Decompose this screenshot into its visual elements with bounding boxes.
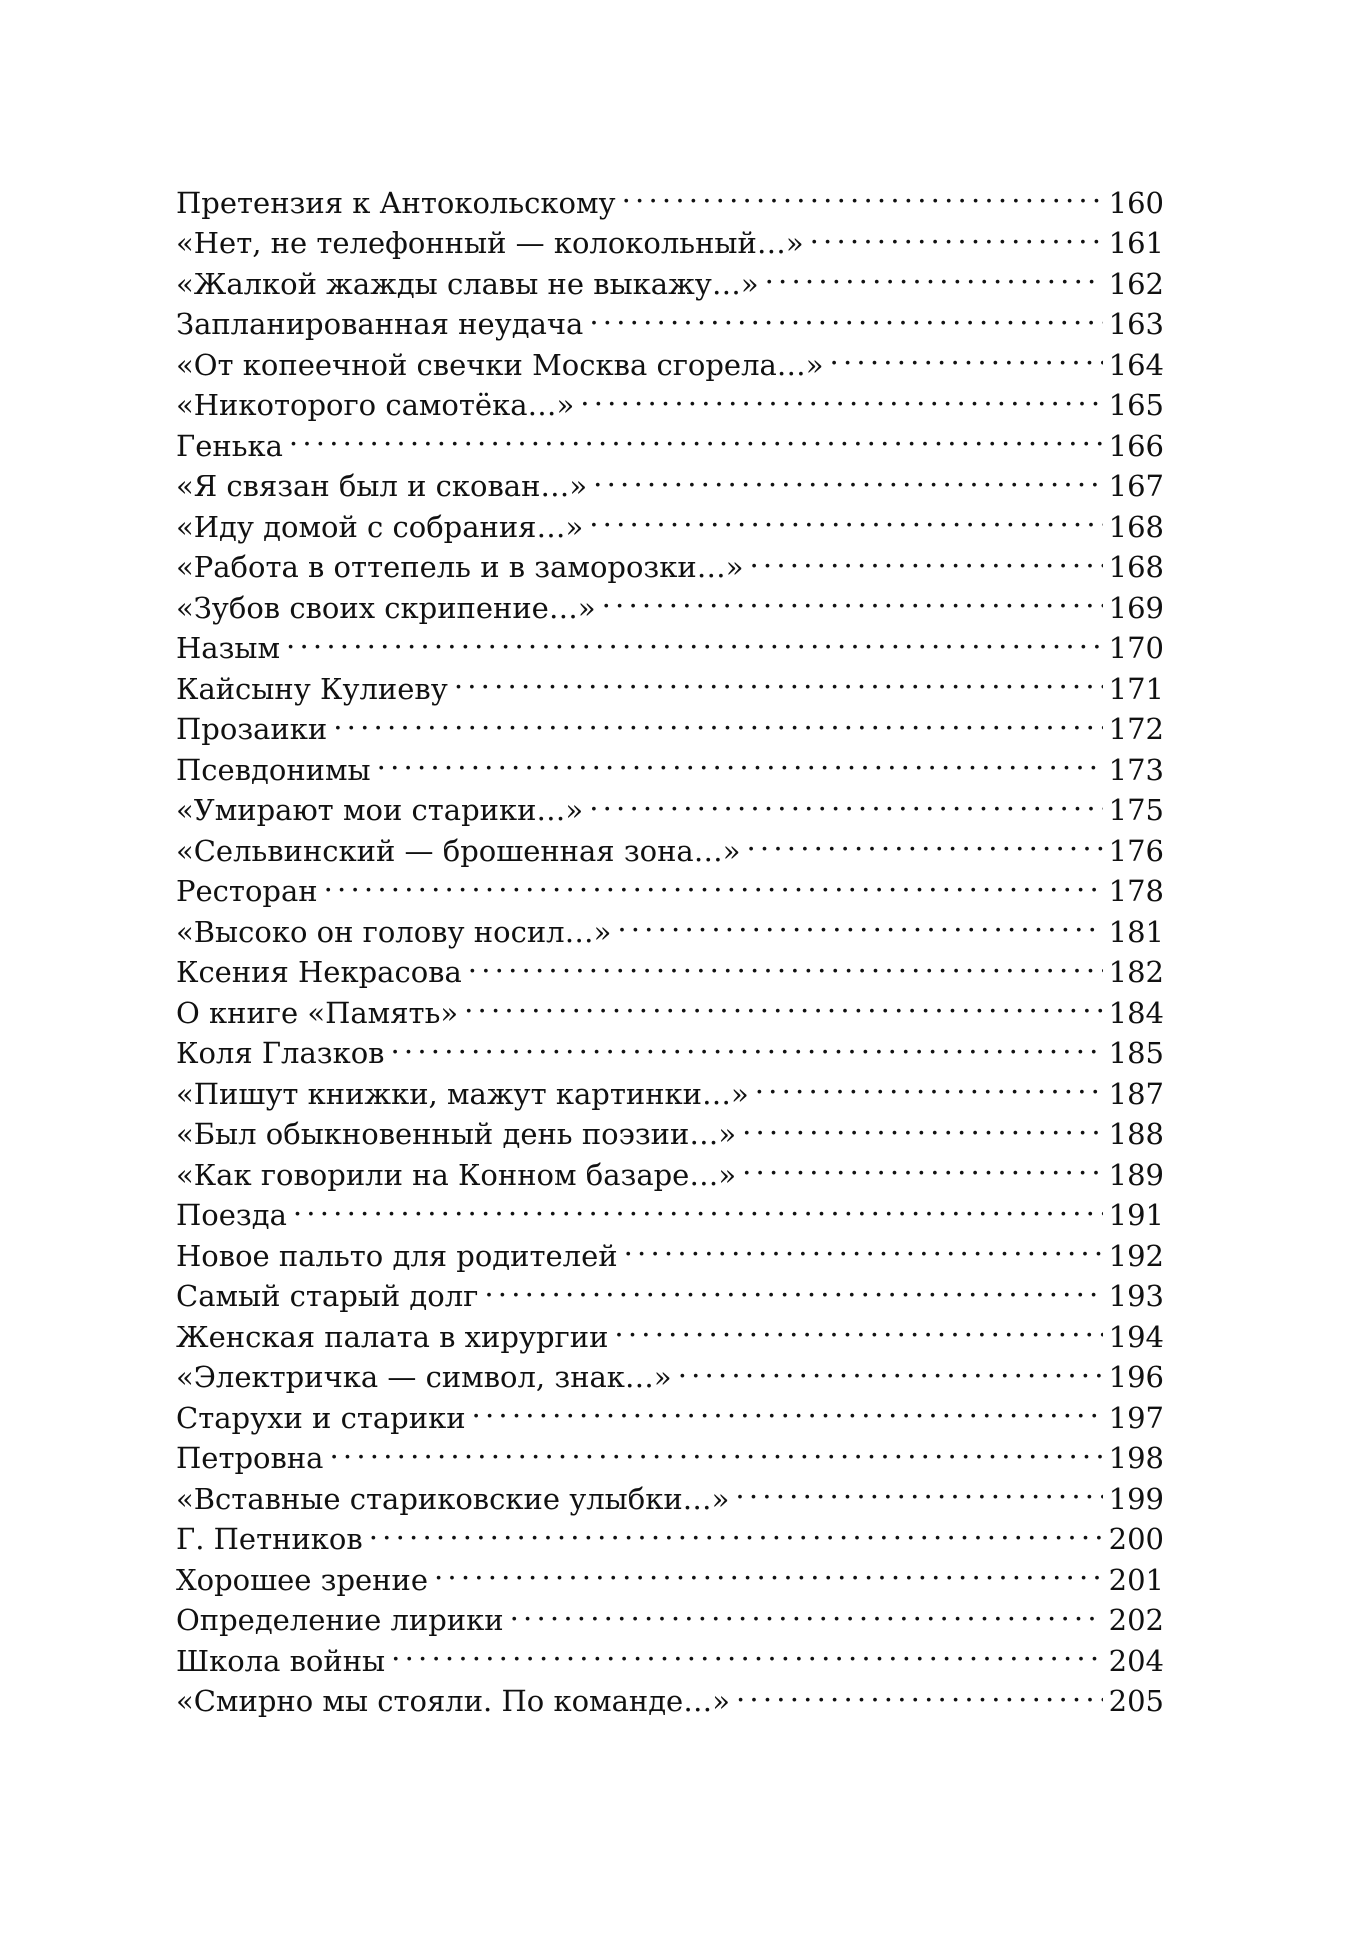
toc-entry-page-number: 202 [1108, 1603, 1164, 1637]
toc-entry-title: Петровна [176, 1441, 324, 1475]
dot-leader [746, 820, 1102, 861]
toc-entry-title: Г. Петников [176, 1522, 363, 1556]
dot-leader [593, 456, 1103, 497]
toc-entry-page-number: 162 [1108, 266, 1164, 301]
toc-entry [176, 658, 1164, 706]
toc-entry-page-number: 184 [1108, 995, 1164, 1030]
toc-entry-title: Ксения Некрасова [176, 955, 462, 989]
dot-leader [377, 739, 1103, 780]
toc-entry-title: О книге «Память» [176, 995, 459, 1030]
toc-entry-title: «Сельвинский — брошенная зона…» [176, 833, 741, 868]
toc-entry-title: Кайсыну Кулиеву [176, 671, 448, 706]
dot-leader [464, 982, 1103, 1023]
toc-entry-page-number: 185 [1108, 1036, 1164, 1070]
toc-entry-title: «Смирно мы стояли. По команде…» [176, 1684, 730, 1718]
toc-entry-page-number: 182 [1108, 955, 1164, 989]
toc-entry-title: Женская палата в хирургии [176, 1319, 609, 1354]
dot-leader [624, 1225, 1103, 1266]
toc-entry-title: Хорошее зрение [176, 1562, 428, 1597]
dot-leader [602, 577, 1103, 618]
toc-entry-page-number: 168 [1108, 550, 1164, 584]
dot-leader [742, 1104, 1103, 1145]
toc-entry-page-number: 171 [1108, 671, 1164, 706]
toc-entry-title: Коля Глазков [176, 1036, 385, 1070]
toc-entry-page-number: 170 [1108, 631, 1164, 665]
dot-leader [289, 415, 1103, 456]
toc-entry-page-number: 176 [1108, 833, 1164, 868]
toc-entry-title: «Вставные стариковские улыбки…» [176, 1481, 730, 1516]
toc-entry-page-number: 193 [1108, 1279, 1164, 1313]
toc-entry-page-number: 204 [1108, 1643, 1164, 1678]
toc-entry-title: «Был обыкновенный день поэзии…» [176, 1117, 737, 1151]
toc-entry [176, 1185, 1164, 1232]
toc-entry-title: Школа войны [176, 1643, 386, 1678]
toc-entry-page-number: 168 [1108, 509, 1164, 544]
dot-leader [580, 375, 1102, 416]
toc-entry-title: Определение лирики [176, 1603, 504, 1637]
toc-entry-title: «Высоко он голову носил…» [176, 914, 612, 949]
toc-entry-title: Запланированная неудача [176, 307, 584, 341]
dot-leader [391, 1630, 1103, 1671]
table-of-contents [176, 172, 1164, 1718]
toc-entry-title: Назым [176, 631, 281, 665]
dot-leader [735, 1468, 1102, 1509]
dot-leader [472, 1387, 1103, 1428]
toc-entry [176, 456, 1164, 503]
toc-entry-page-number: 191 [1108, 1198, 1164, 1232]
toc-entry-page-number: 189 [1108, 1157, 1164, 1192]
dot-leader [589, 496, 1102, 537]
toc-entry-title: Самый старый долг [176, 1279, 479, 1313]
toc-entry-title: Новое пальто для родителей [176, 1238, 618, 1273]
toc-entry-page-number: 200 [1108, 1522, 1164, 1556]
dot-leader [589, 780, 1102, 821]
dot-leader [484, 1266, 1102, 1307]
toc-entry-title: Поезда [176, 1198, 287, 1232]
toc-entry-page-number: 194 [1108, 1319, 1164, 1354]
toc-entry-page-number: 181 [1108, 914, 1164, 949]
toc-entry-page-number: 172 [1108, 712, 1164, 746]
dot-leader [510, 1590, 1103, 1631]
toc-entry-title: «Пишут книжки, мажут картинки…» [176, 1076, 749, 1111]
toc-entry-page-number: 175 [1108, 793, 1164, 827]
dot-leader [454, 658, 1103, 699]
dot-leader [390, 1023, 1102, 1064]
dot-leader [830, 334, 1103, 375]
toc-entry-title: «Электричка — символ, знак…» [176, 1360, 672, 1394]
dot-leader [742, 1144, 1103, 1185]
dot-leader [293, 1185, 1103, 1226]
dot-leader [810, 213, 1103, 254]
toc-entry-title: Ресторан [176, 874, 318, 908]
dot-leader [622, 172, 1103, 213]
toc-entry-page-number: 201 [1108, 1562, 1164, 1597]
toc-entry-page-number: 192 [1108, 1238, 1164, 1273]
toc-entry-title: «Работа в оттепель и в заморозки…» [176, 550, 744, 584]
toc-entry-page-number: 196 [1108, 1360, 1164, 1394]
toc-entry-page-number: 164 [1108, 347, 1164, 382]
toc-entry-title: Претензия к Антокольскому [176, 185, 616, 220]
dot-leader [333, 699, 1102, 740]
dot-leader [434, 1549, 1103, 1590]
toc-entry-title: «Нет, не телефонный — колокольный…» [176, 226, 804, 260]
toc-entry [176, 1225, 1164, 1273]
dot-leader [614, 1306, 1102, 1347]
toc-entry-title: «Умирают мои старики…» [176, 793, 584, 827]
toc-entry [176, 901, 1164, 949]
toc-entry-title: «Зубов своих скрипение…» [176, 590, 596, 625]
dot-leader [329, 1428, 1102, 1469]
toc-entry [176, 172, 1164, 220]
toc-entry-page-number: 178 [1108, 874, 1164, 908]
dot-leader [286, 618, 1103, 659]
toc-entry-page-number: 187 [1108, 1076, 1164, 1111]
toc-entry-page-number: 188 [1108, 1117, 1164, 1151]
toc-entry-title: «Никоторого самотёка…» [176, 388, 575, 422]
dot-leader [369, 1509, 1103, 1550]
toc-entry-page-number: 163 [1108, 307, 1164, 341]
toc-entry [176, 415, 1164, 463]
toc-entry-page-number: 161 [1108, 226, 1164, 260]
dot-leader [589, 294, 1102, 335]
toc-entry-title: «Жалкой жажды славы не выкажу…» [176, 266, 759, 301]
toc-entry-page-number: 165 [1108, 388, 1164, 422]
toc-entry-page-number: 198 [1108, 1441, 1164, 1475]
toc-entry-page-number: 169 [1108, 590, 1164, 625]
toc-entry-title: «Иду домой с собрания…» [176, 509, 584, 544]
dot-leader [468, 942, 1103, 983]
dot-leader [755, 1063, 1103, 1104]
toc-entry-page-number: 205 [1108, 1684, 1164, 1718]
toc-entry-title: «От копеечной свечки Москва сгорела…» [176, 347, 824, 382]
toc-entry [176, 861, 1164, 908]
dot-leader [765, 253, 1103, 294]
toc-entry-page-number: 173 [1108, 752, 1164, 787]
toc-entry-title: Псевдонимы [176, 752, 371, 787]
toc-entry-title: Прозаики [176, 712, 328, 746]
dot-leader [736, 1671, 1103, 1712]
dot-leader [749, 537, 1102, 578]
toc-entry-page-number: 197 [1108, 1400, 1164, 1435]
toc-entry-page-number: 199 [1108, 1481, 1164, 1516]
toc-entry-title: Старухи и старики [176, 1400, 466, 1435]
toc-entry-title: Генька [176, 428, 283, 463]
dot-leader [678, 1347, 1103, 1388]
dot-leader [617, 901, 1102, 942]
toc-entry-page-number: 167 [1108, 469, 1164, 503]
dot-leader [324, 861, 1103, 902]
toc-entry-title: «Я связан был и скован…» [176, 469, 588, 503]
toc-entry [176, 618, 1164, 665]
toc-entry-page-number: 160 [1108, 185, 1164, 220]
toc-entry-title: «Как говорили на Конном базаре…» [176, 1157, 737, 1192]
toc-entry-page-number: 166 [1108, 428, 1164, 463]
